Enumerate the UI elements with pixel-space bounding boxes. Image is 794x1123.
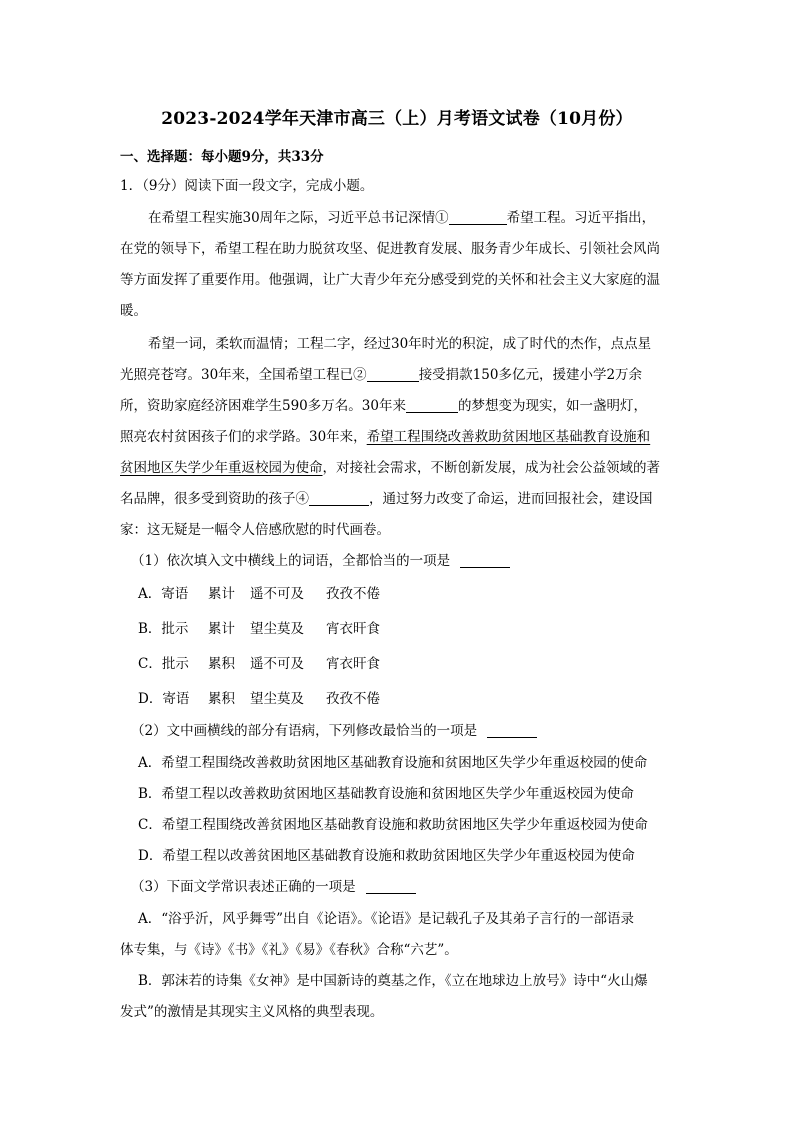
passage-text: 接受捐款150多亿元，援建小学2万余	[418, 367, 643, 383]
question-intro: 1．（9分）阅读下面一段文字，完成小题。	[120, 178, 374, 194]
option-word: 遥不可及	[250, 586, 304, 602]
passage-line: 希望一词，柔软而温情；工程二字，经过30年时光的积淀，成了时代的杰作，点点星	[148, 336, 652, 352]
section-heading: 一、选择题：每小题9分，共33分	[120, 149, 324, 165]
passage-line: 在党的领导下，希望工程在助力脱贫攻坚、促进教育发展、服务青少年成长、引领社会风尚	[120, 241, 660, 257]
answer-blank	[367, 367, 419, 382]
passage-text: 光照亮苍穹。30年来，全国希望工程已②	[120, 367, 367, 383]
option-b	[138, 620, 698, 638]
passage-line	[120, 366, 680, 384]
passage-text: ，对接社会需求，不断创新发展，成为社会公益领域的著	[322, 460, 660, 476]
answer-blank	[366, 879, 416, 894]
passage-line: 家：这无疑是一幅令人倍感欣慰的时代画卷。	[120, 522, 390, 538]
option-a: A．希望工程围绕改善救助贫困地区基础教育设施和贫困地区失学少年重返校园的使命	[138, 755, 648, 771]
passage-line	[120, 459, 680, 477]
answer-blank	[449, 210, 507, 225]
option-word: 孜孜不倦	[326, 586, 380, 602]
answer-blank	[487, 723, 537, 738]
option-word: D．寄语	[138, 691, 190, 707]
answer-blank	[460, 553, 510, 568]
passage-line	[120, 428, 680, 446]
passage-line	[120, 490, 680, 508]
exam-title: 2023-2024学年天津市高三（上）月考语文试卷（10月份）	[161, 109, 633, 129]
option-word: C．批示	[138, 656, 189, 672]
passage-line	[148, 209, 708, 227]
option-a-line-1: A．“浴乎沂，风乎舞雩”出自《论语》。《论语》是记载孔子及其弟子言行的一部语录	[138, 911, 635, 927]
option-word: 孜孜不倦	[326, 691, 380, 707]
option-word: 宵衣旰食	[326, 656, 380, 672]
option-c	[138, 655, 698, 673]
option-word: A．寄语	[138, 586, 189, 602]
option-a-line-2: 体专集，与《诗》《书》《礼》《易》《春秋》合称“六艺”。	[120, 942, 458, 958]
option-word: 累积	[208, 656, 235, 672]
passage-text: 所，资助家庭经济困难学生590多万名。30年来	[120, 398, 406, 414]
sub-question-2	[131, 722, 691, 740]
option-word: 望尘莫及	[250, 621, 304, 637]
passage-line: 等方面发挥了重要作用。他强调，让广大青少年充分感受到党的关怀和社会主义大家庭的温	[120, 272, 660, 288]
passage-text: ，通过努力改变了命运，进而回报社会，建设国	[369, 491, 653, 507]
option-word: 望尘莫及	[250, 691, 304, 707]
passage-text: 的梦想变为现实，如一盏明灯，	[457, 398, 647, 414]
option-d	[138, 690, 698, 708]
question-stem: （3）下面文学常识表述正确的一项是	[131, 879, 356, 895]
option-b: B．希望工程以改善救助贫困地区基础教育设施和贫困地区失学少年重返校园为使命	[138, 786, 634, 802]
passage-text: 照亮农村贫困孩子们的求学路。30年来，	[120, 429, 367, 445]
passage-text: 在希望工程实施30周年之际，习近平总书记深情①	[148, 210, 449, 226]
option-a	[138, 585, 698, 603]
option-word: 累积	[208, 691, 235, 707]
option-b-line-1: B．郭沫若的诗集《女神》是中国新诗的奠基之作，《立在地球边上放号》诗中“火山爆	[138, 973, 648, 989]
passage-line: 暖。	[120, 303, 147, 319]
question-stem: （2）文中画横线的部分有语病，下列修改最恰当的一项是	[131, 723, 478, 739]
passage-text: 希望工程。习近平指出，	[506, 210, 656, 226]
sub-question-3	[131, 878, 691, 896]
option-word: B．批示	[138, 621, 189, 637]
sub-question-1	[131, 552, 691, 570]
option-c: C．希望工程围绕改善贫困地区基础教育设施和救助贫困地区失学少年重返校园为使命	[138, 817, 648, 833]
option-d: D．希望工程以改善贫困地区基础教育设施和救助贫困地区失学少年重返校园为使命	[138, 848, 635, 864]
underlined-text: 希望工程围绕改善救助贫困地区基础教育设施和	[366, 429, 651, 445]
passage-line	[120, 397, 680, 415]
passage-text: 名品牌，很多受到资助的孩子④	[120, 491, 309, 507]
option-word: 累计	[208, 621, 235, 637]
answer-blank	[406, 398, 458, 413]
question-stem: （1）依次填入文中横线上的词语，全都恰当的一项是	[131, 553, 451, 569]
underlined-text: 贫困地区失学少年重返校园为使命	[120, 460, 323, 476]
answer-blank	[309, 491, 369, 506]
option-word: 累计	[208, 586, 235, 602]
option-b-line-2: 发式”的激情是其现实主义风格的典型表现。	[120, 1004, 384, 1020]
option-word: 宵衣旰食	[326, 621, 380, 637]
option-word: 遥不可及	[250, 656, 304, 672]
